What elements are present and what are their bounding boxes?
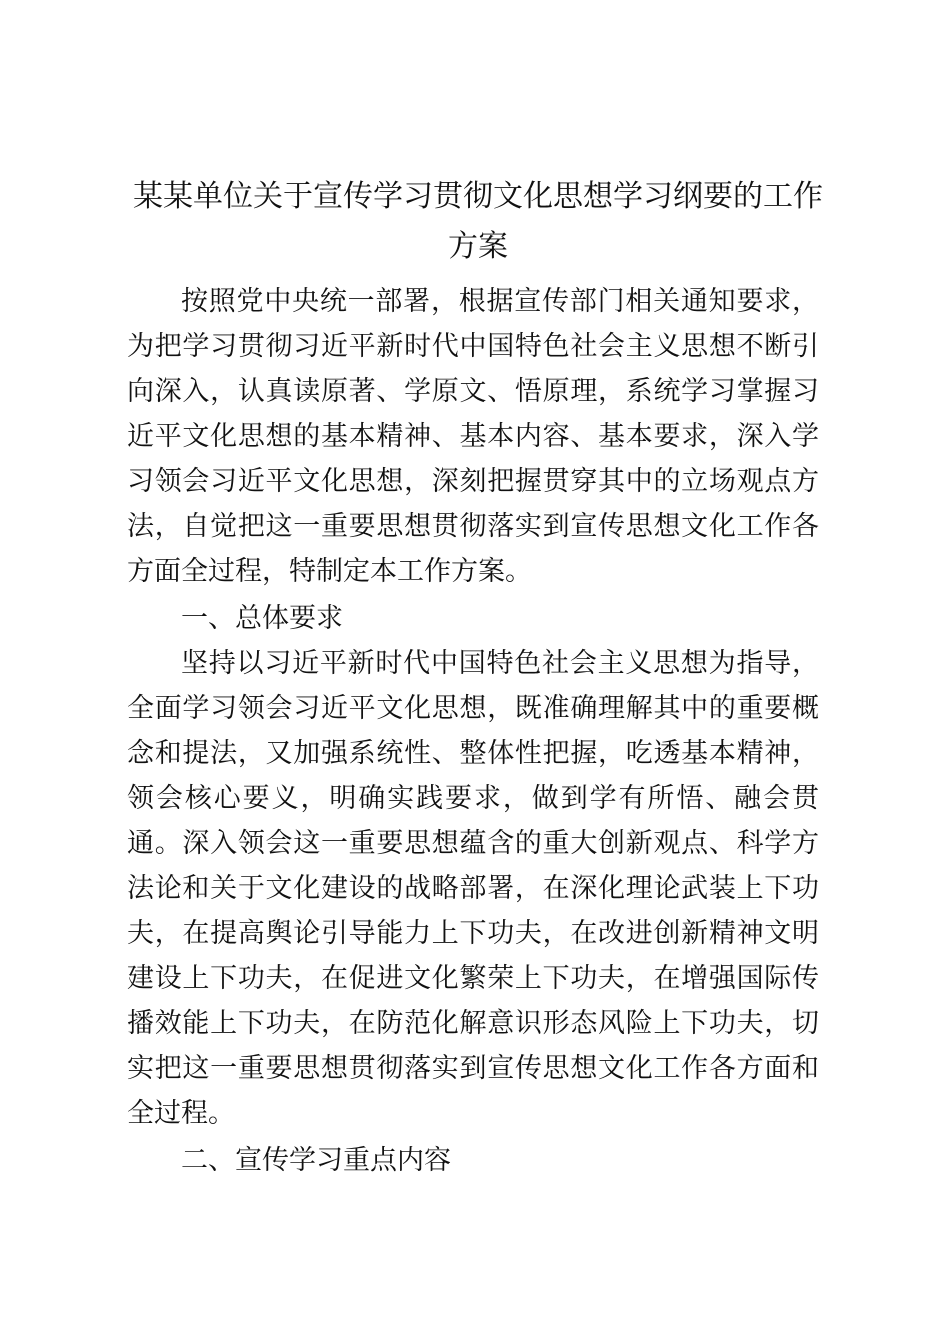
intro-paragraph: 按照党中央统一部署，根据宣传部门相关通知要求，为把学习贯彻习近平新时代中国特色社会主义思想不断引向深入，认真读原著、学原文、悟原理，系统学习掌握习近平文化思想的基本精神、基本内容、基本要求，深入学习领会习近平文化思想，深刻把握贯穿其中的立场观点方法，自觉把这一重要思想贯彻落实到宣传思想文化工作各方面全过程，特制定本工作方案。 (127, 286, 819, 587)
document-title: 某某单位关于宣传学习贯彻文化思想学习纲要的工作方案 (133, 179, 823, 264)
document-body (127, 279, 819, 1183)
section-heading-general-requirements: 一、总体要求 (181, 603, 343, 634)
section-heading-key-content: 二、宣传学习重点内容 (181, 1145, 451, 1176)
general-requirements-paragraph: 坚持以习近平新时代中国特色社会主义思想为指导，全面学习领会习近平文化思想，既准确理解其中的重要概念和提法，又加强系统性、整体性把握，吃透基本精神，领会核心要义，明确实践要求，做到学有所悟、融会贯通。深入领会这一重要思想蕴含的重大创新观点、科学方法论和关于文化建设的战略部署，在深化理论武装上下功夫，在提高舆论引导能力上下功夫，在改进创新精神文明建设上下功夫，在促进文化繁荣上下功夫，在增强国际传播效能上下功夫，在防范化解意识形态风险上下功夫，切实把这一重要思想贯彻落实到宣传思想文化工作各方面和全过程。 (127, 648, 819, 1129)
